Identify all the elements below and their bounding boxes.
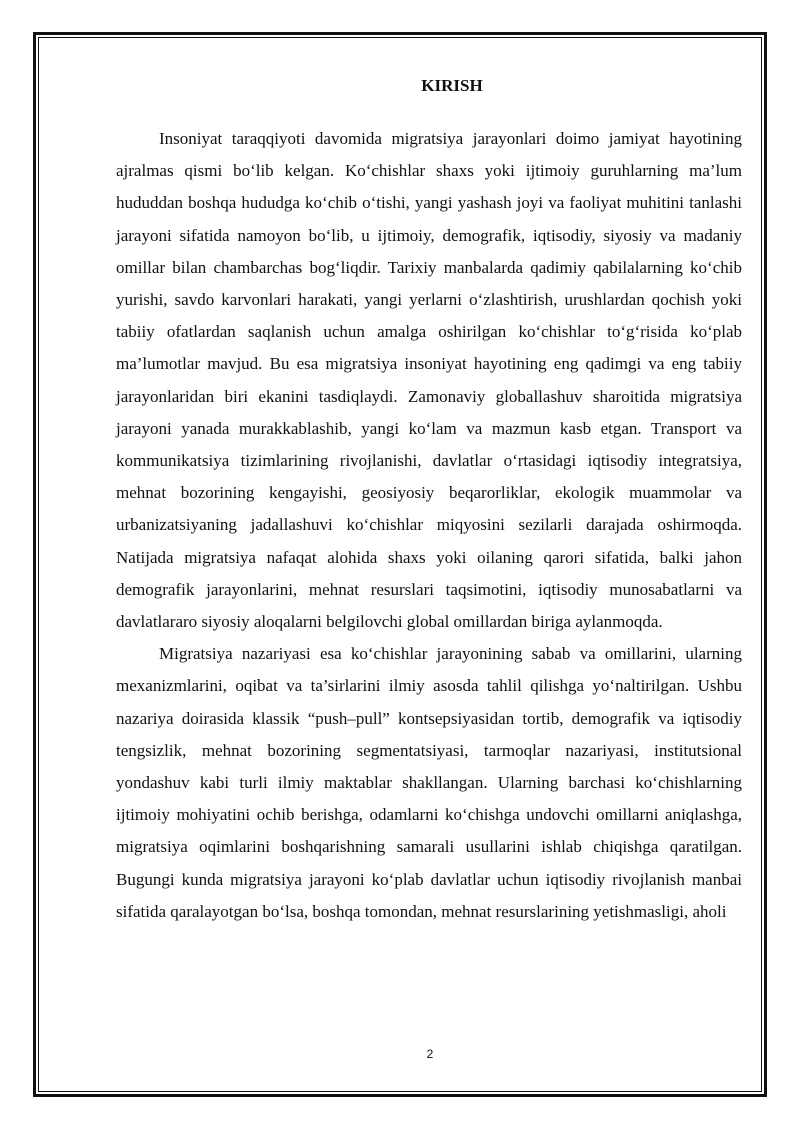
page-number: 2 (426, 1047, 434, 1061)
page-heading: KIRISH (421, 76, 483, 95)
paragraph-1: Insoniyat taraqqiyoti davomida migratsiya jarayonlari doimo jamiyat hayotining ajralmas qismi bo‘lib kelgan. Ko‘chishlar shaxs yoki ijtimoiy guruhlarning ma’lum hududdan boshqa hududga ko‘chib o‘tishi, yangi yashash joyi va faoliyat muhitini tanlashi jarayoni sifatida namoyon bo‘lib, u ijtimoiy, demografik, iqtisodiy, siyosiy va madaniy omillar bilan chambarchas bog‘liqdir. Tarixiy manbalarda qadimiy qabilalarning ko‘chib yurishi, savdo karvonlari harakati, yangi yerlarni o‘zlashtirish, urushlardan qochish yoki tabiiy ofatlardan saqlanish uchun amalga oshirilgan ko‘chishlar to‘g‘risida ko‘plab ma’lumotlar mavjud. Bu esa migratsiya insoniyat hayotining eng qadimgi va eng tabiiy jarayonlaridan biri ekanini tasdiqlaydi. Zamonaviy globallashuv sharoitida migratsiya jarayoni yanada murakkablashib, yangi ko‘lam va mazmun kasb etgan. Transport va kommunikatsiya tizimlarining rivojlanishi, davlatlar o‘rtasidagi iqtisodiy integratsiya, mehnat bozorining kengayishi, geosiyosiy beqarorliklar, ekologik muammolar va urbanizatsiyaning jadallashuvi ko‘chishlar miqyosini sezilarli darajada oshirmoqda. Natijada migratsiya nafaqat alohida shaxs yoki oilaning qarori sifatida, balki jahon demografik jarayonlarini, mehnat resurslari taqsimotini, iqtisodiy munosabatlarni va davlatlararo siyosiy aloqalarni belgilovchi global omillardan biriga aylanmoqda. (116, 129, 742, 632)
body-text (116, 123, 742, 928)
paragraph-2: Migratsiya nazariyasi esa ko‘chishlar jarayonining sabab va omillarini, ularning mexanizmlarini, oqibat va ta’sirlarini ilmiy asosda tahlil qilishga yo‘naltirilgan. Ushbu nazariya doirasida klassik “push–pull” kontsepsiyasidan tortib, demografik va iqtisodiy tengsizlik, mehnat bozorining segmentatsiyasi, tarmoqlar nazariyasi, institutsional yondashuv kabi turli ilmiy maktablar shakllangan. Ularning barchasi ko‘chishlarning ijtimoiy mohiyatini ochib berishga, odamlarni ko‘chishga undovchi omillarni aniqlashga, migratsiya oqimlarini boshqarishning samarali usullarini ishlab chiqishga qaratilgan. Bugungi kunda migratsiya jarayoni ko‘plab davlatlar uchun iqtisodiy rivojlanish manbai sifatida qaralayotgan bo‘lsa, boshqa tomondan, mehnat resurslarining yetishmasligi, aholi (116, 644, 742, 921)
